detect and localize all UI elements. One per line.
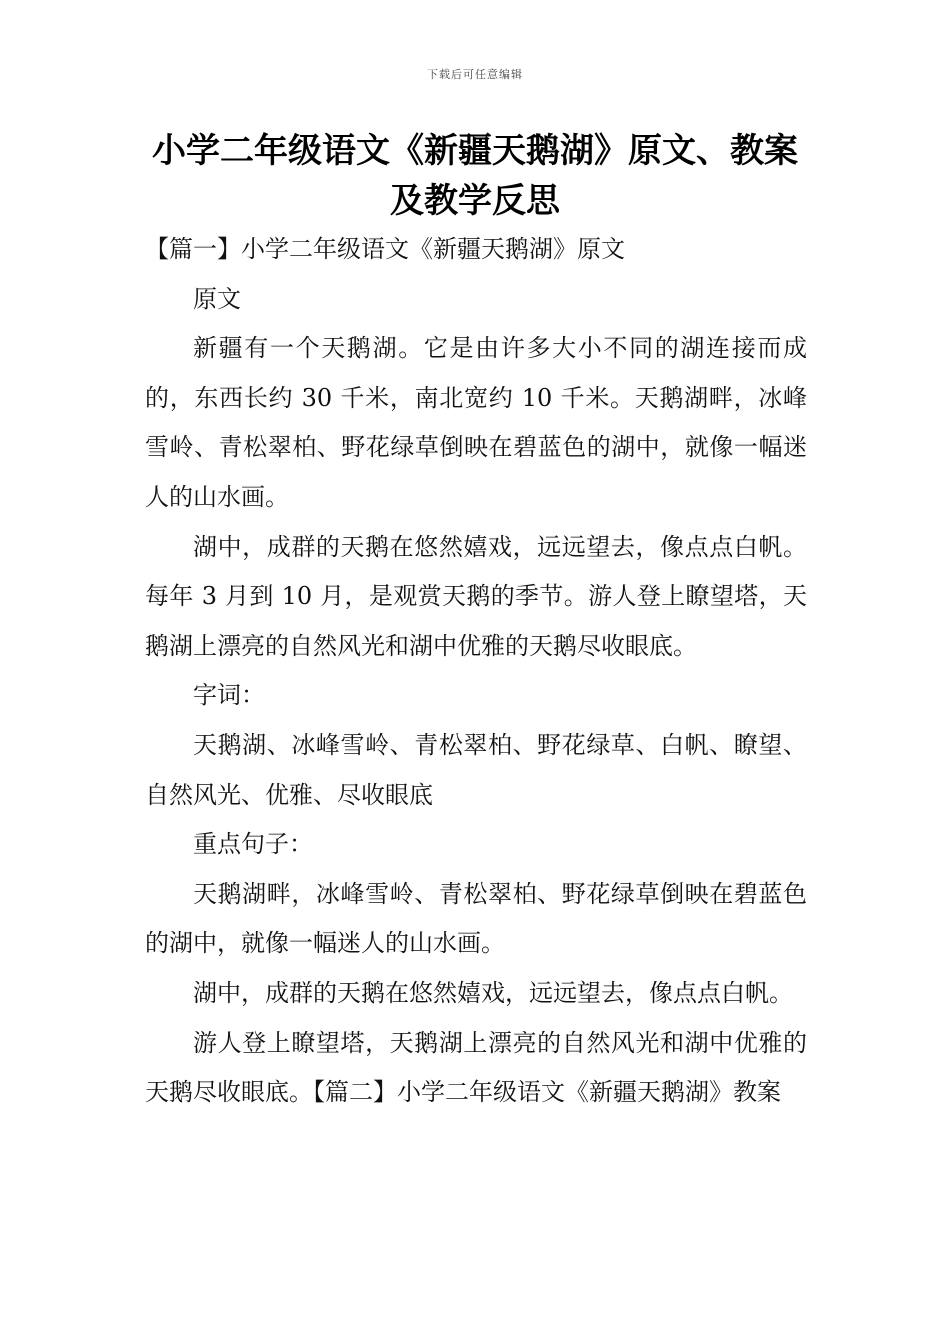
document-body	[145, 225, 807, 1118]
body-paragraph: 新疆有一个天鹅湖。它是由许多大小不同的湖连接而成的，东西长约 30 千米，南北宽约 10 千米。天鹅湖畔，冰峰雪岭、青松翠柏、野花绿草倒映在碧蓝色的湖中，就像一幅迷人的山水画。	[145, 334, 807, 511]
key-sentence: 天鹅湖畔，冰峰雪岭、青松翠柏、野花绿草倒映在碧蓝色的湖中，就像一幅迷人的山水画。	[145, 879, 807, 958]
subheading-original-text: 原文	[193, 284, 241, 313]
body-paragraph: 湖中，成群的天鹅在悠然嬉戏，远远望去，像点点白帆。每年 3 月到 10 月，是观赏天鹅的季节。游人登上瞭望塔，天鹅湖上漂亮的自然风光和湖中优雅的天鹅尽收眼底。	[145, 532, 807, 660]
section-heading-part-one: 【篇一】小学二年级语文《新疆天鹅湖》原文	[145, 235, 625, 263]
key-sentence: 湖中，成群的天鹅在悠然嬉戏，远远望去，像点点白帆。	[193, 978, 793, 1007]
key-sentence: 游人登上瞭望塔，天鹅湖上漂亮的自然风光和湖中优雅的天鹅尽收眼底。【篇二】小学二年级语文《新疆天鹅湖》教案	[145, 1028, 807, 1107]
subheading-vocabulary: 字词：	[193, 681, 265, 710]
page-header-note: 下载后可任意编辑	[427, 68, 523, 81]
vocabulary-list: 天鹅湖、冰峰雪岭、青松翠柏、野花绿草、白帆、瞭望、自然风光、优雅、尽收眼底	[145, 730, 807, 809]
subheading-key-sentences: 重点句子：	[193, 830, 313, 859]
document-title: 小学二年级语文《新疆天鹅湖》原文、教案及教学反思	[152, 131, 798, 221]
